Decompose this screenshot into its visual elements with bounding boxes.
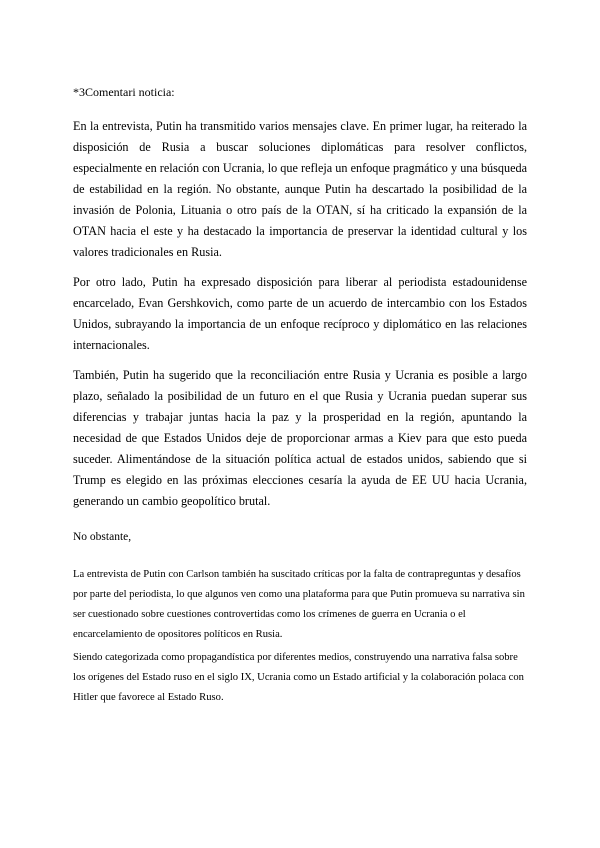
- page-heading: *3Comentari noticia:: [73, 85, 175, 99]
- paragraph-criticism: La entrevista de Putin con Carlson también ha suscitado críticas por la falta de contrapreguntas y desafíos por parte del periodista, lo que algunos ven como una plataforma para que Putin promueva su narrativa sin ser cuestionado sobre cuestiones controvertidas como los crímenes de guerra en Ucrania o el encarcelamiento de opositores políticos en Rusia.: [73, 569, 525, 640]
- paragraph-reconciliation: También, Putin ha sugerido que la reconciliación entre Rusia y Ucrania es posible a largo plazo, señalado la posibilidad de un futuro en el que Rusia y Ucrania puedan superar sus diferencias y trabajar juntas hacia la paz y la prosperidad en la región, apuntando la necesidad de que Estados Unidos deje de proporcionar armas a Kiev para que esto pueda suceder. Alimentándose de la situación política actual de estados unidos, sabiendo que si Trump es elegido en las próximas elecciones cesaría la ayuda de EE UU hacia Ucrania, generando un cambio geopolítico brutal.: [73, 368, 527, 508]
- paragraph-putin-key-messages: En la entrevista, Putin ha transmitido varios mensajes clave. En primer lugar, ha reiterado la disposición de Rusia a buscar soluciones diplomáticas para resolver conflictos, especialmente en relación con Ucrania, lo que refleja un enfoque pragmático y una búsqueda de estabilidad en la región. No obstante, aunque Putin ha descartado la posibilidad de la invasión de Polonia, Lituania o otro país de la OTAN, sí ha criticado la expansión de la OTAN hacia el este y ha destacado la importancia de preservar la identidad cultural y los valores tradicionales en Rusia.: [73, 119, 527, 259]
- transition-text: No obstante,: [73, 531, 132, 543]
- paragraph-propaganda: Siendo categorizada como propagandística por diferentes medios, construyendo una narrativa falsa sobre los orígenes del Estado ruso en el siglo IX, Ucrania como un Estado artificial y la colaboración polaca con Hitler que favorece al Estado Ruso.: [73, 652, 524, 703]
- paragraph-gershkovich: Por otro lado, Putin ha expresado disposición para liberar al periodista estadounidense encarcelado, Evan Gershkovich, como parte de un acuerdo de intercambio con los Estados Unidos, subrayando la importancia de un enfoque recíproco y diplomático en las relaciones internacionales.: [73, 275, 527, 352]
